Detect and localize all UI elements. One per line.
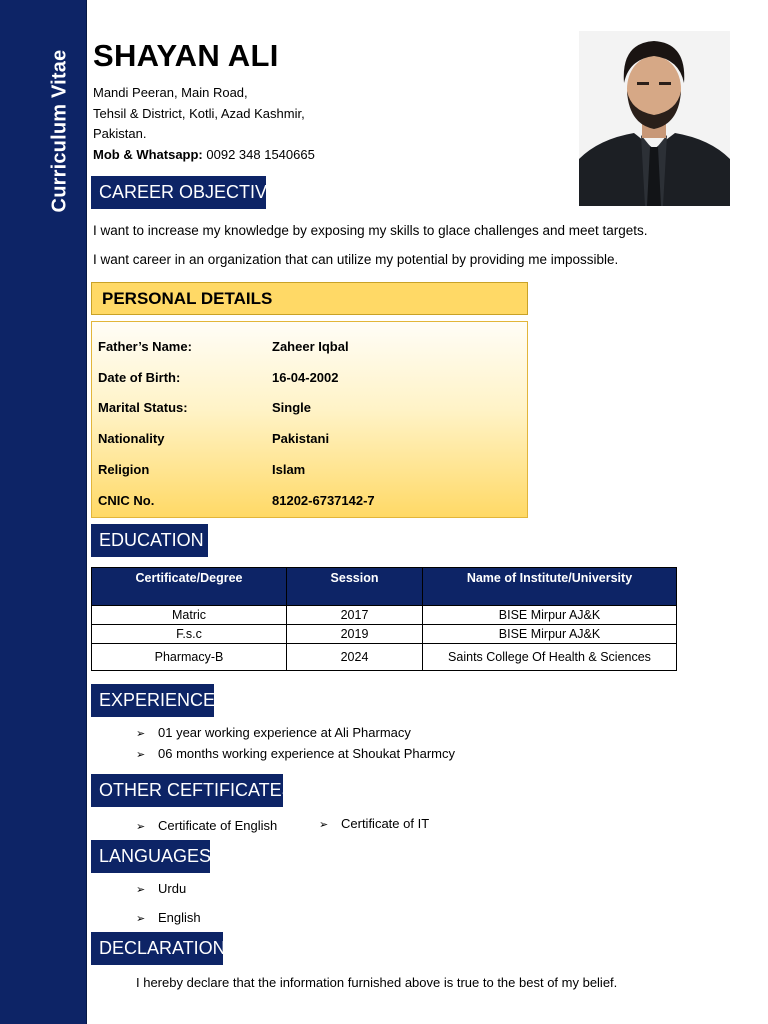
arrow-bullet-icon: ➢ xyxy=(136,821,146,833)
table-row xyxy=(92,625,677,644)
profile-photo xyxy=(579,31,730,206)
sidebar-title: Curriculum Vitae xyxy=(48,49,71,213)
personal-value-religion: Islam xyxy=(272,462,306,477)
career-objective-line-1: I want to increase my knowledge by exposing my skills to glace challenges and meet targets. xyxy=(93,223,648,238)
declaration-text: I hereby declare that the information furnished above is true to the best of my belief. xyxy=(136,975,618,990)
language-item-1: Urdu xyxy=(158,881,187,896)
personal-label-marital: Marital Status: xyxy=(98,400,188,415)
list-item xyxy=(136,818,277,833)
arrow-bullet-icon: ➢ xyxy=(136,913,146,925)
personal-details-box xyxy=(91,321,528,518)
candidate-name: SHAYAN ALI xyxy=(93,38,279,73)
personal-value-father: Zaheer Iqbal xyxy=(272,339,349,354)
declaration-heading: DECLARATION xyxy=(91,932,223,965)
career-objective-line-2: I want career in an organization that can utilize my potential by providing me impossible. xyxy=(93,252,619,267)
personal-label-dob: Date of Birth: xyxy=(98,370,181,385)
arrow-bullet-icon: ➢ xyxy=(136,749,146,761)
table-row xyxy=(92,644,677,671)
table-cell: 2019 xyxy=(287,625,423,644)
experience-item-2: 06 months working experience at Shoukat Pharmcy xyxy=(158,746,455,761)
column-header-degree: Certificate/Degree xyxy=(92,568,287,606)
list-item xyxy=(136,910,201,925)
personal-label-father: Father’s Name: xyxy=(98,339,192,354)
certificate-item-2: Certificate of IT xyxy=(341,816,430,831)
other-certificates-heading: OTHER CEFTIFICATES xyxy=(91,774,283,807)
personal-label-cnic: CNIC No. xyxy=(98,493,155,508)
list-item xyxy=(136,746,455,761)
address-line-3: Pakistan. xyxy=(93,126,147,141)
language-item-2: English xyxy=(158,910,201,925)
career-objective-heading: CAREER OBJECTIVE xyxy=(91,176,266,209)
personal-value-nationality: Pakistani xyxy=(272,431,330,446)
address-line-2: Tehsil & District, Kotli, Azad Kashmir, xyxy=(93,106,305,121)
list-item xyxy=(136,725,411,740)
arrow-bullet-icon: ➢ xyxy=(136,884,146,896)
arrow-bullet-icon: ➢ xyxy=(136,728,146,740)
table-cell: Pharmacy-B xyxy=(92,644,287,671)
personal-label-religion: Religion xyxy=(98,462,150,477)
address-line-1: Mandi Peeran, Main Road, xyxy=(93,85,248,100)
languages-heading: LANGUAGES xyxy=(91,840,210,873)
list-item xyxy=(136,881,186,896)
arrow-bullet-icon: ➢ xyxy=(319,819,329,831)
phone-value: 0092 348 1540665 xyxy=(206,147,315,162)
education-table xyxy=(91,567,677,671)
education-heading: EDUCATION xyxy=(91,524,208,557)
personal-value-marital: Single xyxy=(272,400,312,415)
table-header-row xyxy=(92,568,677,606)
table-cell: BISE Mirpur AJ&K xyxy=(423,625,677,644)
column-header-session: Session xyxy=(287,568,423,606)
table-cell: Matric xyxy=(92,606,287,625)
certificate-item-1: Certificate of English xyxy=(158,818,278,833)
table-cell: BISE Mirpur AJ&K xyxy=(423,606,677,625)
table-cell: Saints College Of Health & Sciences xyxy=(423,644,677,671)
personal-value-cnic: 81202-6737142-7 xyxy=(272,493,375,508)
personal-details-heading: PERSONAL DETAILS xyxy=(91,282,528,315)
personal-value-dob: 16-04-2002 xyxy=(272,370,339,385)
sidebar xyxy=(0,0,87,1024)
table-cell: 2017 xyxy=(287,606,423,625)
phone-line xyxy=(93,147,315,163)
experience-heading: EXPERIENCE xyxy=(91,684,214,717)
experience-item-1: 01 year working experience at Ali Pharmacy xyxy=(158,725,411,740)
table-cell: F.s.c xyxy=(92,625,287,644)
list-item xyxy=(319,816,429,831)
table-row xyxy=(92,606,677,625)
table-cell: 2024 xyxy=(287,644,423,671)
personal-label-nationality: Nationality xyxy=(98,431,165,446)
column-header-institute: Name of Institute/University xyxy=(423,568,677,606)
phone-label: Mob & Whatsapp: xyxy=(93,147,203,162)
